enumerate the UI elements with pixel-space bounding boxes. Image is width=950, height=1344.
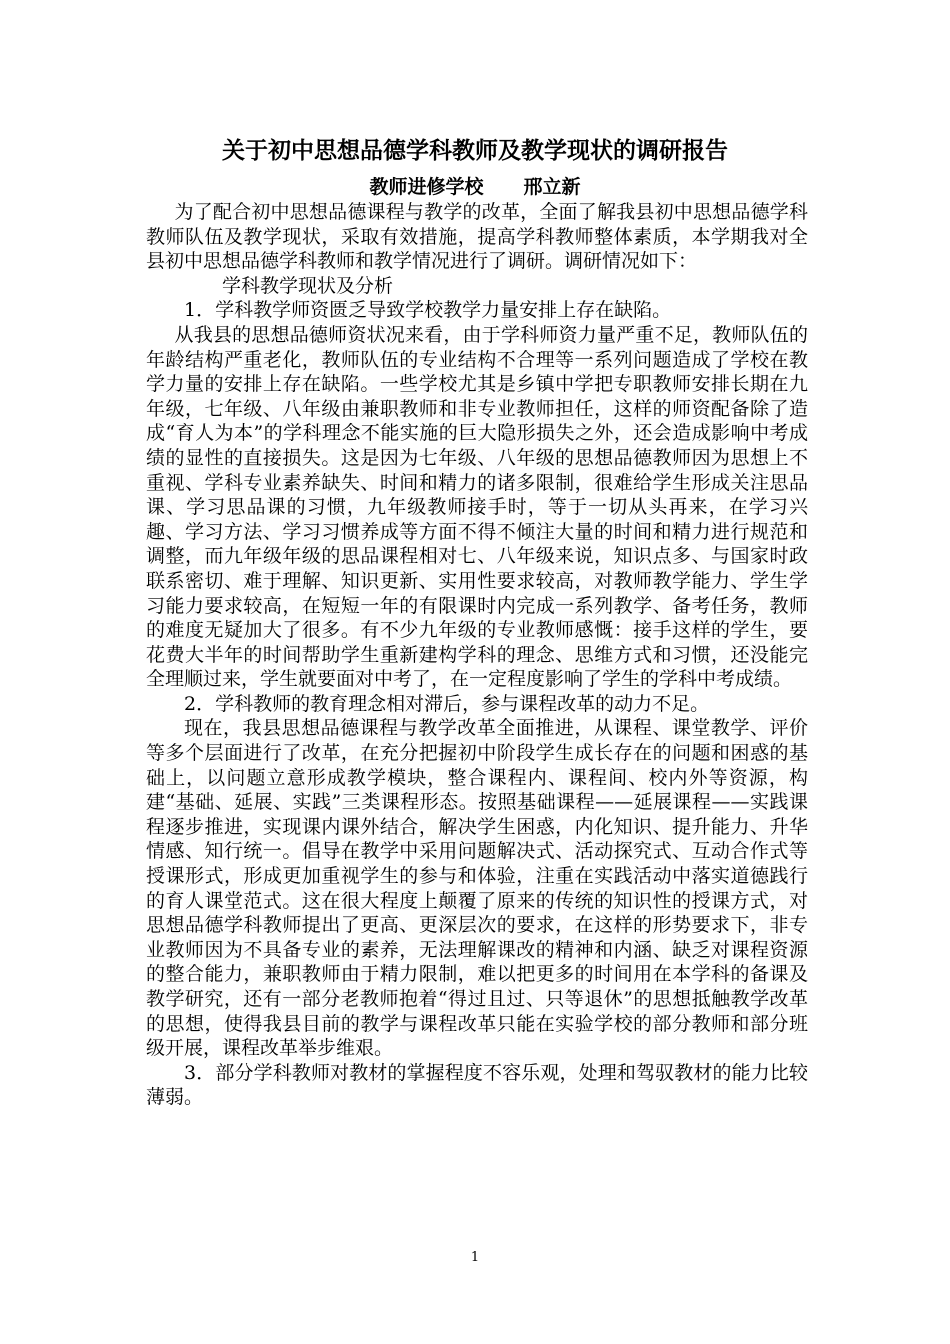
page-number: 1 <box>470 1250 480 1265</box>
author-name: 邢立新 <box>523 176 581 198</box>
document-title: 关于初中思想品德学科教师及教学现状的调研报告 <box>222 137 728 164</box>
document-body <box>146 200 808 1110</box>
point1-body: 从我县的思想品德师资状况来看，由于学科师资力量严重不足，教师队伍的年龄结构严重老化，教师队伍的专业结构不合理等一系列问题造成了学校在教学力量的安排上存在缺陷。一些学校尤其是乡镇中学把专职教师安排长期在九年级，七年级、八年级由兼职教师和非专业教师担任，这样的师资配备除了造成“育人为本”的学科理念不能实施的巨大隐形损失之外，还会造成影响中考成绩的显性的直接损失。这是因为七年级、八年级的思想品德教师因为思想上不重视、学科专业素养缺失、时间和精力的诸多限制，很难给学生形成关注思品课、学习思品课的习惯，九年级教师接手时，等于一切从头再来，在学习兴趣、学习方法、学习习惯养成等方面不得不倾注大量的时间和精力进行规范和调整，而九年级年级的思品课程相对七、八年级来说，知识点多、与国家时政联系密切、难于理解、知识更新、实用性要求较高，对教师教学能力、学生学习能力要求较高，在短短一年的有限课时内完成一系列教学、备考任务，教师的难度无疑加大了很多。有不少九年级的专业教师感慨：接手这样的学生，要花费大半年的时间帮助学生重新建构学科的理念、思维方式和习惯，还没能完全理顺过来，学生就要面对中考了，在一定程度影响了学生的学科中考成绩。 <box>146 323 808 691</box>
intro-paragraph: 为了配合初中思想品德课程与教学的改革，全面了解我县初中思想品德学科教师队伍及教学现状，采取有效措施，提高学科教师整体素质，本学期我对全县初中思想品德学科教师和教学情况进行了调研。调研情况如下： <box>146 201 808 273</box>
author-organization: 教师进修学校 <box>369 176 484 198</box>
author-line <box>0 174 950 200</box>
section-heading: 学科教学现状及分析 <box>222 274 394 297</box>
point1-heading: 1．学科教学师资匮乏导致学校教学力量安排上存在缺陷。 <box>184 299 672 322</box>
point2-heading: 2．学科教师的教育理念相对滞后，参与课程改革的动力不足。 <box>184 692 710 715</box>
point3-heading: 3．部分学科教师对教材的掌握程度不容乐观，处理和驾驭教材的能力比较薄弱。 <box>146 1061 808 1109</box>
point2-body: 现在，我县思想品德课程与教学改革全面推进，从课程、课堂教学、评价等多个层面进行了改革，在充分把握初中阶段学生成长存在的问题和困惑的基础上，以问题立意形成教学模块，整合课程内、课程间、校内外等资源，构建“基础、延展、实践”三类课程形态。按照基础课程——延展课程——实践课程逐步推进，实现课内课外结合，解决学生困惑，内化知识、提升能力、升华情感、知行统一。倡导在教学中采用问题解决式、活动探究式、互动合作式等授课形式，形成更加重视学生的参与和体验，注重在实践活动中落实道德践行的育人课堂范式。这在很大程度上颠覆了原来的传统的知识性的授课方式，对思想品德学科教师提出了更高、更深层次的要求，在这样的形势要求下，非专业教师因为不具备专业的素养，无法理解课改的精神和内涵、缺乏对课程资源的整合能力，兼职教师由于精力限制，难以把更多的时间用在本学科的备课及教学研究，还有一部分老教师抱着“得过且过、只等退休”的思想抵触教学改革的思想，使得我县目前的教学与课程改革只能在实验学校的部分教师和部分班级开展，课程改革举步维艰。 <box>146 717 808 1060</box>
